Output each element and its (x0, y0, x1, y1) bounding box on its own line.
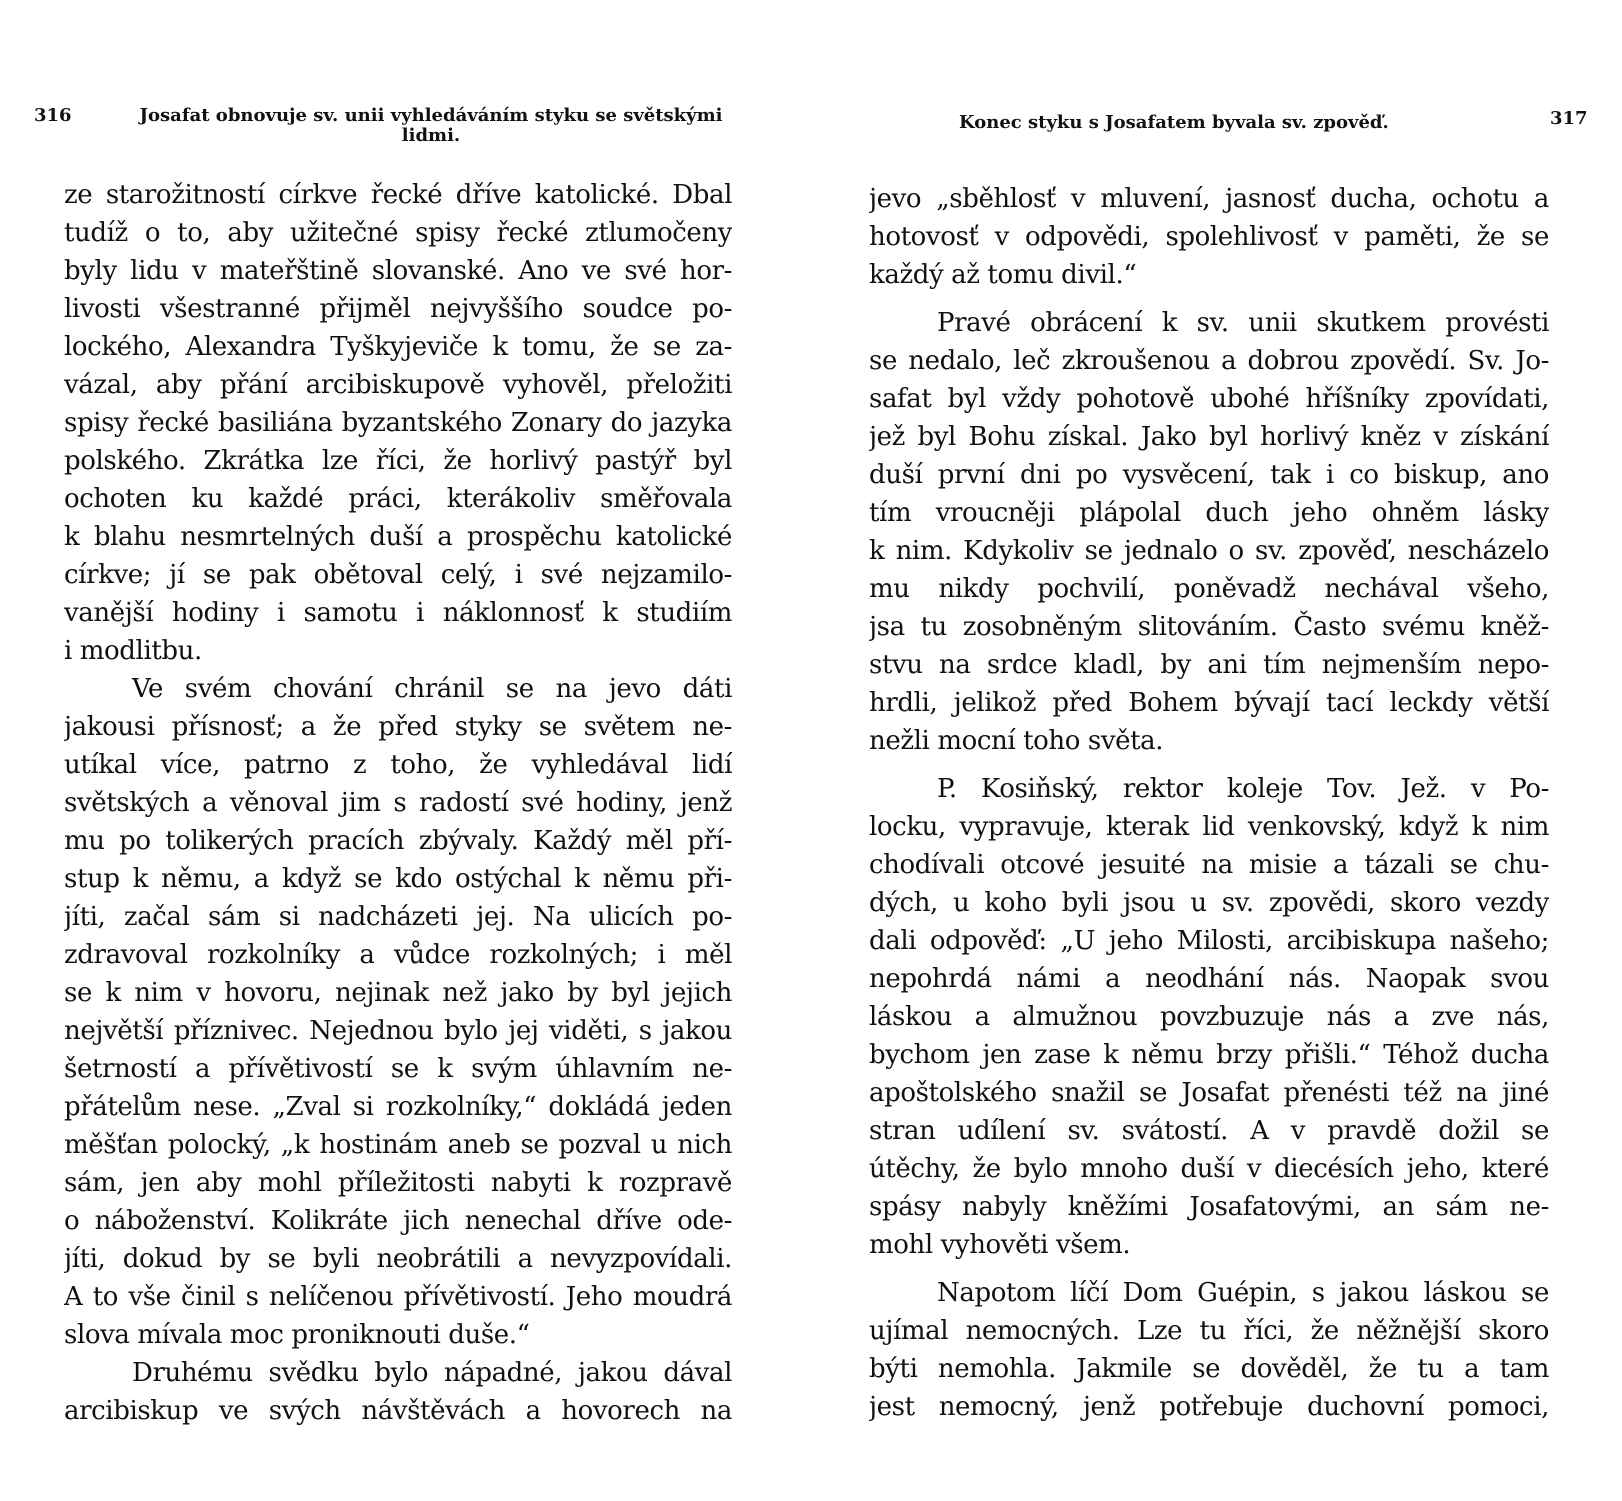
text-line: býti nemohla. Jakmile se dověděl, že tu a tam (869, 1354, 1549, 1384)
text-line: tudíž o to, aby užitečné spisy řecké ztlumočeny (64, 218, 732, 248)
text-line: tím vroucněji plápolal duch jeho ohněm lásky (869, 498, 1549, 528)
text-line: ze starožitností církve řecké dříve katolické. Dbal (64, 180, 732, 210)
text-line: lockého, Alexandra Tyškyjeviče k tomu, že se za- (64, 332, 732, 362)
text-line: mohl vyhověti všem. (869, 1230, 1131, 1260)
text-line: jež byl Bohu získal. Jako byl horlivý kněz v získání (869, 422, 1549, 452)
text-line: Napotom líčí Dom Guépin, s jakou láskou se (937, 1278, 1549, 1308)
text-line: Pravé obrácení k sv. unii skutkem provésti (937, 308, 1549, 338)
text-line: jíti, dokud by se byli neobrátili a nevyzpovídali. (64, 1244, 732, 1274)
text-line: spásy nabyly kněžími Josafatovými, an sám ne- (869, 1192, 1549, 1222)
text-line: jíti, začal sám si nadcházeti jej. Na ulicích po- (64, 902, 732, 932)
page-number: 317 (1550, 108, 1588, 129)
running-head: Konec styku s Josafatem byvala sv. zpověď. (959, 112, 1389, 133)
text-line: arcibiskup ve svých návštěvách a hovorech na (64, 1396, 732, 1426)
text-line: zdravoval rozkolníky a vůdce rozkolných; i měl (64, 940, 732, 970)
text-line: i modlitbu. (64, 636, 202, 666)
text-line: šetrností a přívětivostí se k svým úhlavním ne- (64, 1054, 732, 1084)
text-line: safat byl vždy pohotově ubohé hříšníky zpovídati, (869, 384, 1549, 414)
text-line: sám, jen aby mohl příležitosti nabyti k rozpravě (64, 1168, 732, 1198)
text-line: útěchy, že bylo mnoho duší v diecésích jeho, které (869, 1154, 1549, 1184)
text-block (64, 176, 732, 1430)
text-line: k blahu nesmrtelných duší a prospěchu katolické (64, 522, 732, 552)
text-line: vanější hodiny i samotu i náklonnosť k studiím (64, 598, 732, 628)
text-line: mu nikdy pochvilí, poněvadž nechával všeho, (869, 574, 1549, 604)
text-line: světských a věnoval jim s radostí své hodiny, jenž (64, 788, 732, 818)
text-line: vázal, aby přání arcibiskupově vyhověl, přeložiti (64, 370, 732, 400)
text-line: locku, vypravuje, kterak lid venkovský, když k nim (869, 812, 1549, 842)
text-line: stvu na srdce kladl, by ani tím nejmenším nepo- (869, 650, 1549, 680)
text-line: jest nemocný, jenž potřebuje duchovní pomoci, (869, 1392, 1549, 1422)
text-line: k nim. Kdykoliv se jednalo o sv. zpověď, nescházelo (869, 536, 1549, 566)
text-line: jsa tu zosobněným slitováním. Často svému kněž- (869, 612, 1549, 642)
text-line: stup k němu, a když se kdo ostýchal k němu při- (64, 864, 732, 894)
text-line: Ve svém chování chránil se na jevo dáti (132, 674, 732, 704)
text-line: ochoten ku každé práci, kterákoliv směřovala (64, 484, 732, 514)
text-line: hotovosť v odpovědi, spolehlivosť v paměti, že se (869, 222, 1549, 252)
text-line: byly lidu v mateřštině slovanské. Ano ve své hor- (64, 256, 732, 286)
text-line: láskou a almužnou povzbuzuje nás a zve nás, (869, 1002, 1549, 1032)
text-line: církve; jí se pak obětoval celý, i své nejzamilo- (64, 560, 732, 590)
text-line: mu po tolikerých pracích zbývaly. Každý měl pří- (64, 826, 732, 856)
text-line: o náboženství. Kolikráte jich nenechal dříve ode- (64, 1206, 732, 1236)
text-line: jevo „sběhlosť v mluvení, jasnosť ducha, ochotu a (869, 184, 1549, 214)
text-line: nepohrdá námi a neodhání nás. Naopak svou (869, 964, 1549, 994)
running-head: Josafat obnovuje sv. unii vyhledáváním styku se světskými lidmi. (139, 105, 723, 146)
text-line: polského. Zkrátka lze říci, že horlivý pastýř byl (64, 446, 732, 476)
text-line: bychom jen zase k němu brzy přišli.“ Téhož ducha (869, 1040, 1549, 1070)
text-line: A to vše činil s nelíčenou přívětivostí. Jeho moudrá (64, 1282, 732, 1312)
text-line: chodívali otcové jesuité na misie a tázali se chu- (869, 850, 1549, 880)
text-line: hrdli, jelikož před Bohem bývají tací leckdy větší (869, 688, 1549, 718)
text-line: duší první dni po vysvěcení, tak i co biskup, ano (869, 460, 1549, 490)
text-line: měšťan polocký, „k hostinám aneb se pozval u nich (64, 1130, 732, 1160)
text-block (869, 180, 1549, 1426)
text-line: livosti všestranné přijměl nejvyššího soudce po- (64, 294, 732, 324)
right-page (811, 0, 1622, 1501)
text-line: stran udílení sv. svátostí. A v pravdě dožil se (869, 1116, 1549, 1146)
text-line: spisy řecké basiliána byzantského Zonary do jazyka (64, 408, 732, 438)
text-line: jakousi přísnosť; a že před styky se světem ne- (64, 712, 732, 742)
text-line: ujímal nemocných. Lze tu říci, že něžnější skoro (869, 1316, 1549, 1346)
text-line: slova mívala moc proniknouti duše.“ (64, 1320, 530, 1350)
text-line: Druhému svědku bylo nápadné, jakou dával (132, 1358, 732, 1388)
page-number: 316 (34, 105, 72, 126)
text-line: dých, u koho byli jsou u sv. zpovědi, skoro vezdy (869, 888, 1549, 918)
text-line: nežli mocní toho světa. (869, 726, 1164, 756)
text-line: P. Kosiňský, rektor koleje Tov. Jež. v Po- (937, 774, 1549, 804)
text-line: přátelům nese. „Zval si rozkolníky,“ dokládá jeden (64, 1092, 732, 1122)
text-line: dali odpověď: „U jeho Milosti, arcibiskupa našeho; (869, 926, 1549, 956)
text-line: utíkal více, patrno z toho, že vyhledával lidí (64, 750, 732, 780)
text-line: největší příznivec. Nejednou bylo jej viděti, s jakou (64, 1016, 732, 1046)
text-line: se nedalo, leč zkroušenou a dobrou zpovědí. Sv. Jo- (869, 346, 1549, 376)
text-line: se k nim v hovoru, nejinak než jako by byl jejich (64, 978, 732, 1008)
text-line: každý až tomu divil.“ (869, 260, 1137, 290)
text-line: apoštolského snažil se Josafat přenésti též na jiné (869, 1078, 1549, 1108)
